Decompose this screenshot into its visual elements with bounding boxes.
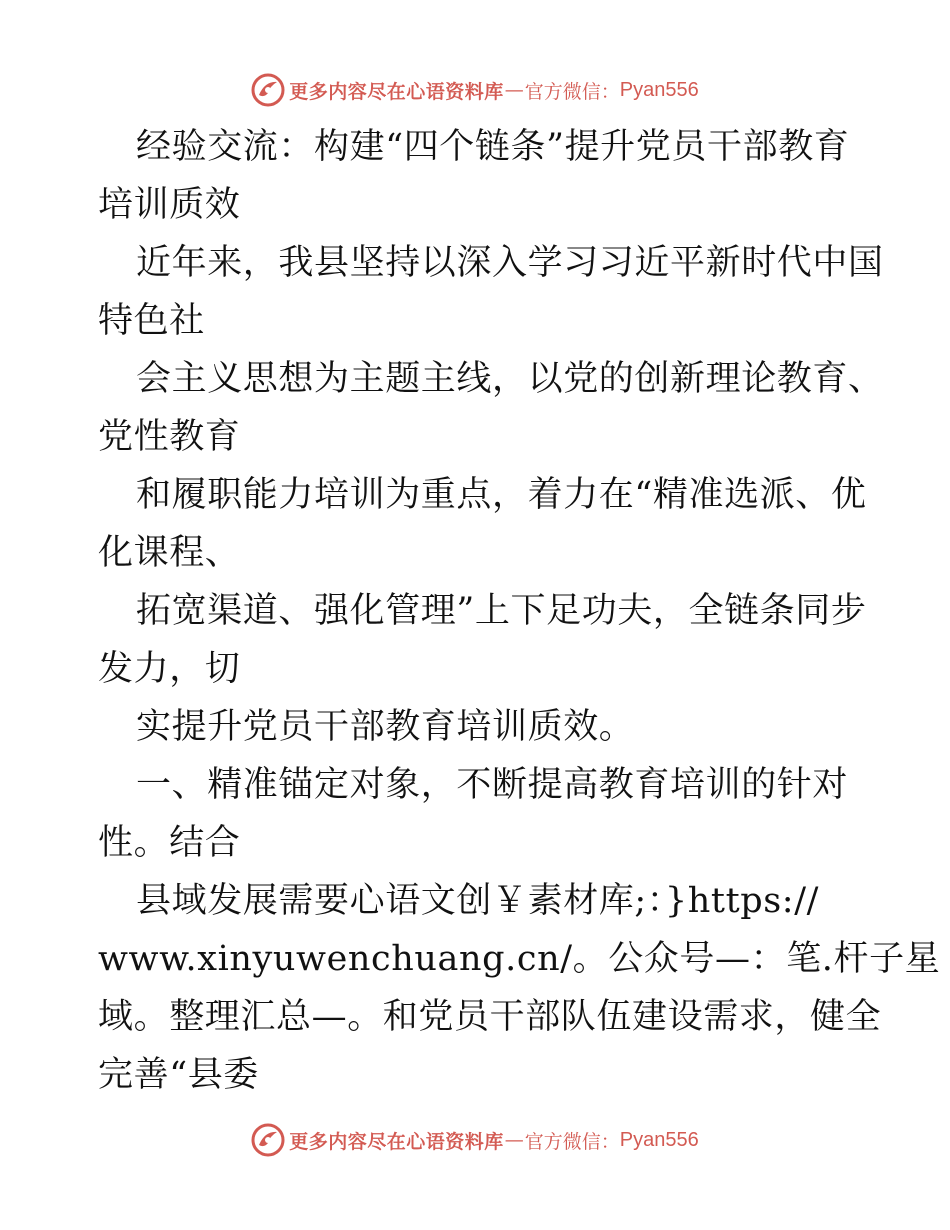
watermark-footer (0, 1120, 950, 1160)
doc-paragraph-line: 党性教育 (98, 417, 241, 457)
doc-paragraph-line: 县域发展需要心语文创￥素材库;：}https:// (136, 881, 819, 921)
doc-section-heading-line: 一、精准锚定对象，不断提高教育培训的针对 (136, 765, 849, 805)
doc-paragraph-line: 实提升党员干部教育培训质效。 (136, 707, 635, 747)
doc-paragraph-line: 和履职能力培训为重点，着力在“精准选派、优 (136, 475, 867, 515)
doc-paragraph-line: www.xinyuwenchuang.cn/。公众号—：笔.杆子星 (98, 939, 941, 979)
doc-paragraph-line: 发力，切 (98, 649, 241, 689)
doc-paragraph-line: 完善“县委 (98, 1055, 259, 1095)
doc-title-line-1: 经验交流：构建“四个链条”提升党员干部教育 (136, 127, 850, 167)
watermark-text: 更多内容尽在心语资料库 (289, 80, 504, 103)
doc-paragraph-line: 化课程、 (98, 533, 241, 573)
doc-title-line-2: 培训质效 (98, 185, 241, 225)
doc-paragraph-line: 拓宽渠道、强化管理”上下足功夫，全链条同步 (136, 591, 867, 631)
doc-paragraph-line: 近年来，我县坚持以深入学习习近平新时代中国 (136, 243, 884, 283)
brand-logo-icon (251, 73, 285, 107)
doc-paragraph-line: 域。整理汇总—。和党员干部队伍建设需求，健全 (98, 997, 882, 1037)
doc-paragraph-line: 特色社 (98, 301, 205, 341)
wechat-id: Pyan556 (619, 78, 699, 101)
doc-paragraph-line: 性。结合 (98, 823, 241, 863)
wechat-label: 官方微信： (524, 1130, 620, 1153)
watermark-text: 更多内容尽在心语资料库 (289, 1130, 504, 1153)
watermark-header (0, 70, 950, 110)
watermark-separator: — (504, 1129, 524, 1151)
document-body (98, 118, 941, 1104)
watermark-separator: — (504, 79, 524, 101)
wechat-label: 官方微信： (524, 80, 620, 103)
brand-logo-icon (251, 1123, 285, 1157)
doc-paragraph-line: 会主义思想为主题主线，以党的创新理论教育、 (136, 359, 884, 399)
wechat-id: Pyan556 (619, 1128, 699, 1151)
